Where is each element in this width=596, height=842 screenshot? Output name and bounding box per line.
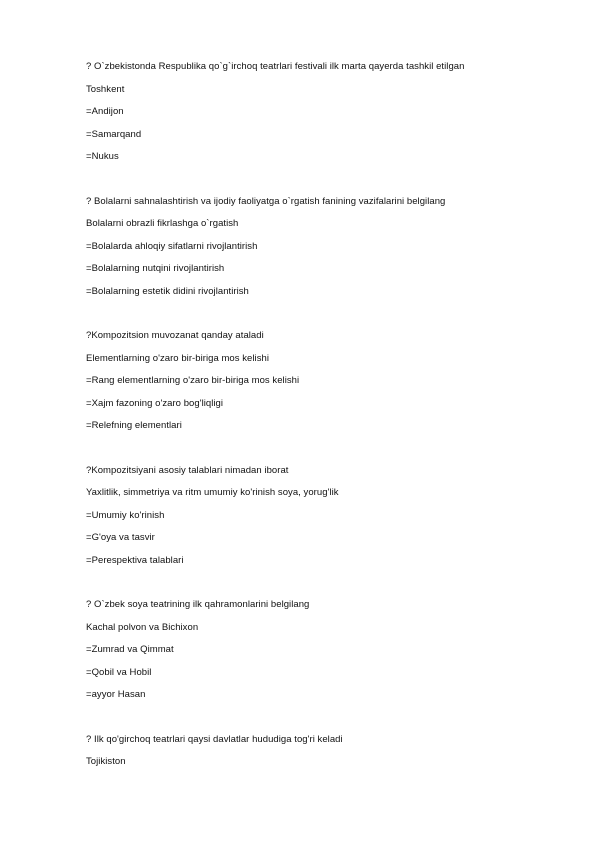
option-text: =Zumrad va Qimmat bbox=[86, 644, 174, 655]
question-block-3 bbox=[86, 325, 556, 438]
option-text: =Andijon bbox=[86, 106, 124, 117]
question-text: ? O`zbek soya teatrining ilk qahramonlarini belgilang bbox=[86, 599, 310, 610]
option-text: =Perespektiva talablari bbox=[86, 554, 184, 566]
option-text: =Umumiy ko'rinish bbox=[86, 509, 165, 521]
answer-text: Bolalarni obrazli fikrlashga o`rgatish bbox=[86, 218, 239, 229]
question-text: ? O`zbekistonda Respublika qo`g`irchoq teatrlari festivali ilk marta qayerda tashkil etilgan bbox=[86, 61, 465, 72]
question-text: ?Kompozitsion muvozanat qanday ataladi bbox=[86, 330, 264, 341]
option-text: =ayyor Hasan bbox=[86, 689, 146, 700]
question-text: ?Kompozitsiyani asosiy talablari nimadan iborat bbox=[86, 464, 289, 476]
question-block-5 bbox=[86, 594, 556, 707]
question-block-1 bbox=[86, 56, 556, 169]
question-text: ? Bolalarni sahnalashtirish va ijodiy faoliyatga o`rgatish fanining vazifalarini belgilang bbox=[86, 195, 446, 207]
option-text: =Rang elementlarning o'zaro bir-biriga mos kelishi bbox=[86, 375, 300, 386]
option-text: =Nukus bbox=[86, 151, 119, 162]
question-text: ? Ilk qo'girchoq teatrlari qaysi davlatlar hududiga tog'ri keladi bbox=[86, 733, 343, 745]
option-text: =Relefning elementlari bbox=[86, 420, 182, 431]
question-block-6 bbox=[86, 729, 556, 774]
option-text: =Samarqand bbox=[86, 128, 142, 140]
answer-text: Kachal polvon va Bichixon bbox=[86, 621, 199, 633]
option-text: =Bolalarning estetik didini rivojlantirish bbox=[86, 285, 249, 297]
option-text: =Bolalarda ahloqiy sifatlarni rivojlantirish bbox=[86, 240, 258, 252]
quiz-content bbox=[86, 56, 556, 796]
option-text: =Bolalarning nutqini rivojlantirish bbox=[86, 263, 225, 274]
answer-text: Tojikiston bbox=[86, 756, 126, 767]
question-block-4 bbox=[86, 460, 556, 573]
answer-text: Elementlarning o'zaro bir-biriga mos kelishi bbox=[86, 352, 270, 364]
answer-text: Toshkent bbox=[86, 83, 125, 95]
answer-text: Yaxlitlik, simmetriya va ritm umumiy ko'rinish soya, yorug'lik bbox=[86, 487, 339, 498]
option-text: =G'oya va tasvir bbox=[86, 532, 155, 543]
option-text: =Qobil va Hobil bbox=[86, 666, 152, 678]
option-text: =Xajm fazoning o'zaro bog'liqligi bbox=[86, 397, 224, 409]
question-block-2 bbox=[86, 191, 556, 304]
